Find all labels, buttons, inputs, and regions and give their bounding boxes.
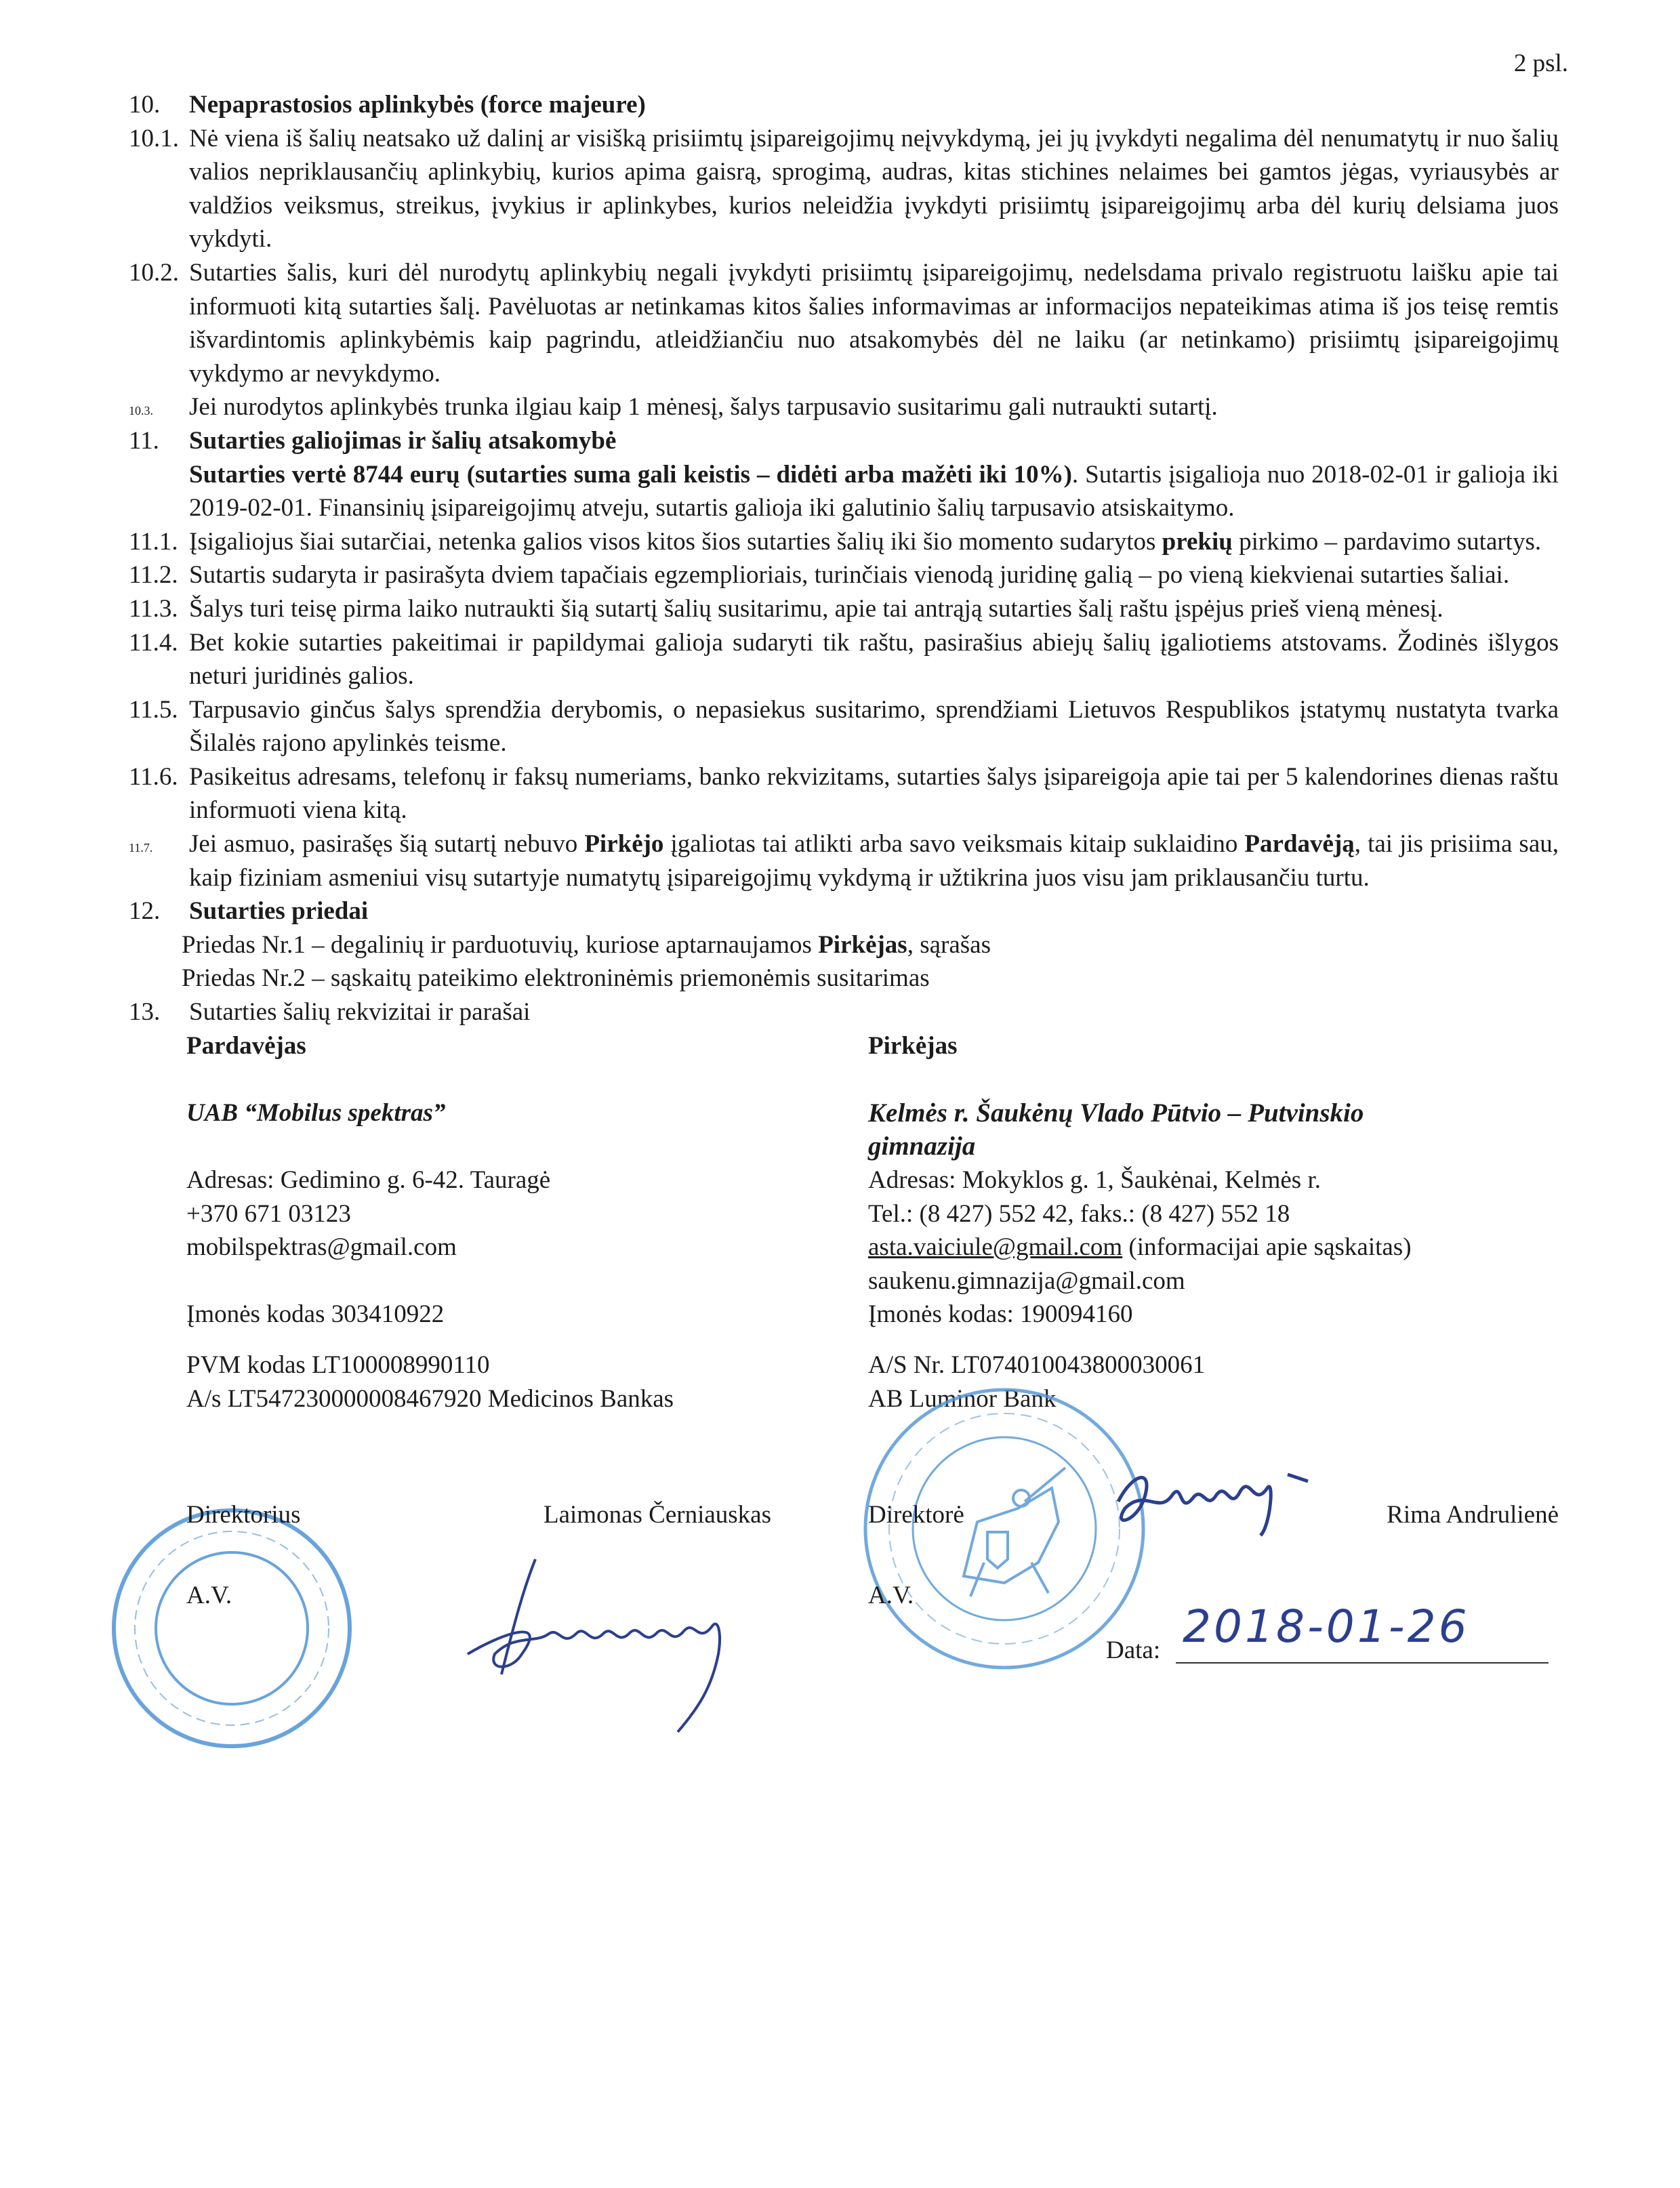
text-segment: pirkimo – pardavimo sutartys. <box>1232 527 1542 556</box>
text-segment: Bet kokie sutarties pakeitimai ir papildymai galioja sudaryti tik raštu, pasirašius abiejų šalių įgaliotiems atstovams. Žodinės išlygos neturi juridinės galios. <box>189 628 1559 690</box>
text-segment: Pirkėjas <box>818 930 907 959</box>
buyer-phone: Tel.: (8 427) 552 42, faks.: (8 427) 552 18 <box>868 1199 1290 1228</box>
clause-text <box>189 894 1559 928</box>
clause-text <box>189 256 1559 390</box>
buyer-signature <box>1105 1461 1328 1542</box>
empty-cell <box>186 1264 868 1298</box>
text-segment: Šalys turi teisę pirma laiko nutraukti šią sutartį šalių susitarimu, apie tai antrąją sutarties šalį raštu įspėjus prieš vieną mėnesį. <box>189 594 1443 623</box>
text-segment: Priedas Nr.2 – sąskaitų pateikimo elektroninėmis priemonėmis susitarimas <box>182 964 930 993</box>
clause <box>129 995 1559 1029</box>
section-heading <box>129 88 1559 122</box>
seller-name: UAB “Mobilus spektras” <box>186 1098 446 1127</box>
buyer-signer-name: Rima Andrulienė <box>1387 1501 1559 1529</box>
clause <box>129 693 1559 760</box>
text-segment: , tai jis prisiima sau, kaip fiziniam asmeniui visų sutartyje numatytų įsipareigojimų vykdymą ir užtikrina juos visu jam priklausančiu turtu. <box>189 830 1559 892</box>
clause-text <box>189 88 1559 122</box>
buyer-bank: AB Luminor Bank <box>868 1384 1057 1413</box>
text-segment: prekių <box>1162 527 1233 556</box>
section-heading <box>129 424 1559 458</box>
seller-vat-code: PVM kodas LT100008990110 <box>186 1350 490 1379</box>
buyer-email-note: (informacijai apie sąskaitas) <box>1122 1233 1412 1262</box>
contract-clauses <box>129 88 1559 928</box>
handwritten-date: 2018-01-26 <box>1183 1601 1470 1653</box>
text-segment: Sutartis sudaryta ir pasirašyta dviem tapačiais egzemplioriais, turinčiais vienodą juridinę galią – po vieną kiekvienai sutarties šaliai. <box>189 561 1510 590</box>
clause <box>129 760 1559 827</box>
spacer <box>186 1062 1559 1096</box>
clause-number: 13. <box>129 998 161 1027</box>
party-details <box>129 1029 1559 1416</box>
text-segment: Sutarties galiojimas ir šalių atsakomybė <box>189 426 617 455</box>
clause <box>129 626 1559 693</box>
text-segment: Nė viena iš šalių neatsako už dalinį ar visišką prisiimtų įsipareigojimų neįvykdymą, jei jų įvykdyti negalima dėl nenumatytų ir nuo šalių valios nepriklausančių aplinkybių, kurios apima gaisrą, sprogimą, audras, kitas stichines nelaimes bei gamtos jėgas, vyriausybės ar valdžios veiksmus, streikus, įvykius ir aplinkybes, kurios neleidžia įvykdyti prisiimtų įsipareigojimų arba dėl kurių delsiama juos vykdyti. <box>189 124 1559 253</box>
contract-document <box>129 88 1559 1722</box>
clause <box>129 458 1559 525</box>
clause-number: 10.2. <box>129 258 179 287</box>
clause <box>129 827 1559 894</box>
date-underline <box>1176 1662 1549 1664</box>
clause-number: 11.4. <box>129 628 178 657</box>
clause-text <box>189 122 1559 256</box>
text-segment: Įsigaliojus šiai sutarčiai, netenka galios visos kitos šios sutarties šalių iki šio momento sudarytos <box>189 527 1162 556</box>
seller-seal-label: A.V. <box>186 1582 232 1610</box>
seller-signature <box>447 1552 766 1735</box>
text-segment: Nepaprastosios aplinkybės (force majeure) <box>189 91 646 119</box>
text-segment: . Sutartis įsigalioja nuo 2018-02-01 ir galioja iki 2019-02-01. Finansinių įsipareigojimų atveju, sutartis galioja iki galutinio šalių tarpusavio atsiskaitymo. <box>189 460 1559 522</box>
text-segment: Sutarties vertė 8744 eurų (sutarties suma gali keistis – didėti arba mažėti iki 10%) <box>189 460 1072 489</box>
clause-text <box>189 390 1559 424</box>
seller-phone: +370 671 03123 <box>186 1199 351 1228</box>
clause-text <box>189 592 1559 626</box>
seller-bank-account: A/s LT547230000008467920 Medicinos Bankas <box>186 1384 674 1413</box>
text-segment: , sąrašas <box>907 930 991 959</box>
seller-email: mobilspektras@gmail.com <box>186 1233 457 1262</box>
vytis-emblem-icon <box>964 1468 1065 1596</box>
clause-text <box>189 458 1559 525</box>
clause-number: 10.1. <box>129 124 179 152</box>
seller-address: Adresas: Gedimino g. 6-42. Tauragė <box>186 1166 551 1194</box>
clause-text <box>189 760 1559 827</box>
clause-number: 12. <box>129 897 161 926</box>
empty-cell <box>186 1130 868 1163</box>
clause-number: 11.5. <box>129 695 178 724</box>
buyer-bank-account: A/S Nr. LT074010043800030061 <box>868 1350 1206 1379</box>
clause-number: 11.7. <box>129 841 153 855</box>
seller-role: Pardavėjas <box>186 1031 306 1060</box>
clause-text <box>189 827 1559 894</box>
spacer <box>186 1332 1559 1348</box>
seller-signer-title: Direktorius <box>186 1501 301 1529</box>
text-segment: Pasikeitus adresams, telefonų ir faksų numeriams, banko rekvizitams, sutarties šalys įsipareigoja apie tai per 5 kalendorines dienas raštu informuoti viena kitą. <box>189 762 1559 825</box>
text-segment: Sutarties šalių rekvizitai ir parašai <box>189 998 531 1027</box>
clause-number: 11.2. <box>129 561 178 590</box>
clause-text <box>189 995 1559 1029</box>
clause <box>129 592 1559 626</box>
clause-text <box>189 525 1559 559</box>
clause-number: 10. <box>129 91 161 119</box>
buyer-name-line2: gimnazija <box>868 1132 976 1161</box>
clause-text <box>189 424 1559 458</box>
buyer-address: Adresas: Mokyklos g. 1, Šaukėnai, Kelmės r. <box>868 1166 1321 1194</box>
clause-text <box>189 626 1559 693</box>
clause-number: 11.6. <box>129 762 178 791</box>
text-segment: Pardavėją <box>1244 830 1355 859</box>
text-segment: Tarpusavio ginčus šalys sprendžia derybomis, o nepasiekus susitarimo, sprendžiami Lietuvos Respublikos įstatymų nustatyta tvarka Šilalės rajono apylinkės teisme. <box>189 695 1559 758</box>
text-segment: Pirkėjo <box>584 830 664 859</box>
clause-13-container <box>129 995 1559 1029</box>
buyer-name-line1: Kelmės r. Šaukėnų Vlado Pūtvio – Putvinskio <box>868 1098 1364 1128</box>
buyer-email-2: saukenu.gimnazija@gmail.com <box>868 1266 1185 1295</box>
text-segment: Sutarties šalis, kuri dėl nurodytų aplinkybių negali įvykdyti prisiimtų įsipareigojimų, nedelsdama privalo registruotu laišku apie tai informuoti kitą sutarties šalį. Pavėluotas ar netinkamas kitos šalies informavimas ar informacijos nepateikimas atima iš jos teisę remtis išvardintomis aplinkybėmis kaip pagrindu, atleidžiančiu nuo atsakomybės dėl ne laiku (ar netinkamo) prisiimtų įsipareigojimų vykdymo ar nevykdymo. <box>189 258 1559 388</box>
clause <box>129 390 1559 424</box>
annex-1 <box>182 928 1559 962</box>
buyer-company-code: Įmonės kodas: 190094160 <box>868 1300 1133 1329</box>
clause-number: 10.3. <box>129 404 153 418</box>
date-label: Data: <box>1106 1636 1161 1665</box>
text-segment: Priedas Nr.1 – degalinių ir parduotuvių, kuriose aptarnaujamos <box>182 930 819 959</box>
text-segment: įgaliotas tai atlikti arba savo veiksmais kitaip suklaidino <box>663 830 1245 859</box>
seller-stamp <box>108 1505 356 1752</box>
text-segment: Sutarties priedai <box>189 897 369 926</box>
seller-signer-name: Laimonas Černiauskas <box>544 1501 771 1529</box>
buyer-email-row <box>868 1231 1559 1264</box>
text-segment: Jei asmuo, pasirašęs šią sutartį nebuvo <box>189 830 585 859</box>
text-segment: Jei nurodytos aplinkybės trunka ilgiau kaip 1 mėnesį, šalys tarpusavio susitarimu gali nutraukti sutartį. <box>189 393 1218 421</box>
buyer-seal-label: A.V. <box>868 1582 914 1610</box>
clause <box>129 558 1559 592</box>
clause-number: 11. <box>129 426 159 455</box>
clause <box>129 122 1559 256</box>
seller-company-code: Įmonės kodas 303410922 <box>186 1300 445 1329</box>
annex-2 <box>182 962 1559 995</box>
buyer-role: Pirkėjas <box>868 1031 958 1060</box>
buyer-signer-title: Direktorė <box>868 1501 964 1529</box>
clause <box>129 256 1559 390</box>
clause-number: 11.1. <box>129 527 178 556</box>
clause-text <box>189 558 1559 592</box>
clause <box>129 525 1559 559</box>
page-number: 2 psl. <box>1513 49 1568 77</box>
section-heading <box>129 894 1559 928</box>
buyer-email-link[interactable]: asta.vaiciule@gmail.com <box>868 1233 1123 1262</box>
clause-text <box>189 693 1559 760</box>
signature-area <box>129 1498 1559 1722</box>
clause-number: 11.3. <box>129 594 178 623</box>
